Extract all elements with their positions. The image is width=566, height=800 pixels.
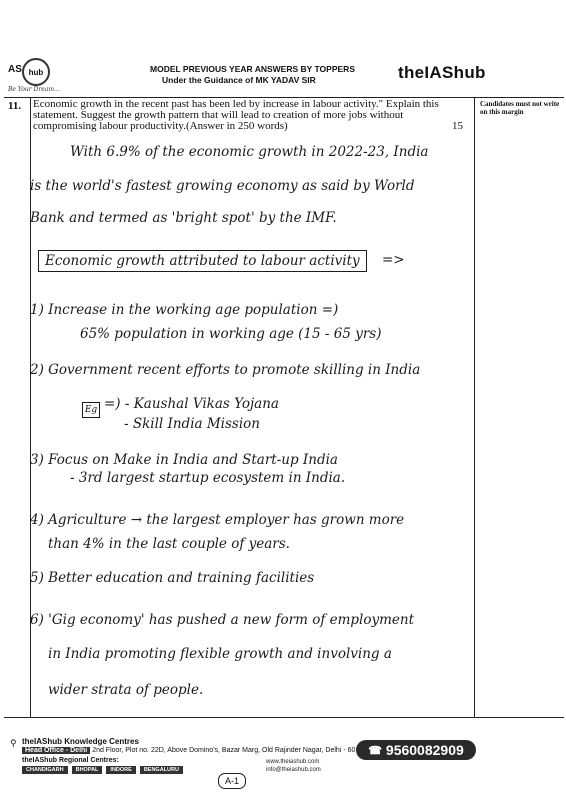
margin-note: Candidates must not write on this margin [480,100,560,116]
question-marks: 15 [452,120,463,132]
logo-as-text: AS [8,64,22,75]
page-number: A-1 [218,773,246,789]
city-badge: BENGALURU [140,766,183,774]
answer-point-1-sub: 65% population in working age (15 - 65 yrs) [80,326,382,342]
footer-city-list [22,766,183,774]
right-margin-rule [474,97,475,717]
header-title: MODEL PREVIOUS YEAR ANSWERS BY TOPPERS [150,64,355,74]
answer-point-6-line-2: in India promoting flexible growth and involving a [48,646,392,662]
city-badge: INDORE [106,766,135,774]
footer-regional-label: theIAShub Regional Centres: [22,757,119,764]
question-text: Economic growth in the recent past has been led by increase in labour activity." Explain this statement. Suggest the growth pattern that will lead to creation of more jobs without compromising labour productivity.(Answer in 250 words) [33,98,439,132]
phone-badge [356,740,476,760]
logo-circle-icon: hub [22,58,50,86]
answer-intro-line-3: Bank and termed as 'bright spot' by the IMF. [30,210,337,226]
phone-number: 9560082909 [385,742,464,758]
location-pin-icon: ⚲ [10,738,17,748]
answer-point-2: 2) Government recent efforts to promote skilling in India [30,362,421,378]
city-badge: BHOPAL [72,766,103,774]
answer-intro-line-2: is the world's fastest growing economy as said by World [30,178,415,194]
question-number: 11. [8,100,22,112]
answer-point-6-line-3: wider strata of people. [48,682,204,698]
city-badge: CHANDIGARH [22,766,68,774]
answer-point-5: 5) Better education and training facilities [30,570,315,586]
answer-point-6-line-1: 6) 'Gig economy' has pushed a new form of employment [30,612,415,628]
answer-point-2-sub-1: =) - Kaushal Vikas Yojana [104,396,279,412]
answer-point-3: 3) Focus on Make in India and Start-up India [30,452,338,468]
brand-name: theIAShub [398,63,486,82]
footer-title: theIAShub Knowledge Centres [22,737,139,746]
answer-point-2-sub-2: - Skill India Mission [124,416,260,432]
answer-point-4-line-1: 4) Agriculture → the largest employer has grown more [30,512,405,528]
footer-website: www.theiashub.com [266,759,320,765]
answer-point-1: 1) Increase in the working age population =) [30,302,339,318]
answer-box-heading: Economic growth attributed to labour activity [38,250,367,272]
logo [8,58,48,88]
footer-head-office [22,747,355,754]
phone-icon: ☎ [368,744,382,757]
answer-point-2-annotation: Eg [82,402,100,418]
answer-intro-line-1: With 6.9% of the economic growth in 2022-23, India [70,144,429,160]
logo-tagline: Be Your Dream... [8,86,60,93]
answer-point-3-sub: - 3rd largest startup ecosystem in India. [70,470,346,486]
footer-email: info@theiashub.com [266,767,321,773]
answer-point-4-line-2: than 4% in the last couple of years. [48,536,290,552]
bottom-rule [4,717,564,718]
header-subtitle: Under the Guidance of MK YADAV SIR [162,75,316,85]
head-office-label: Head Office - Delhi [22,747,90,754]
answer-box-arrow: => [382,252,405,268]
head-office-address: 2nd Floor, Plot no. 22D, Above Domino's, Bazar Marg, Old Rajinder Nagar, Delhi - 60 [92,747,356,754]
